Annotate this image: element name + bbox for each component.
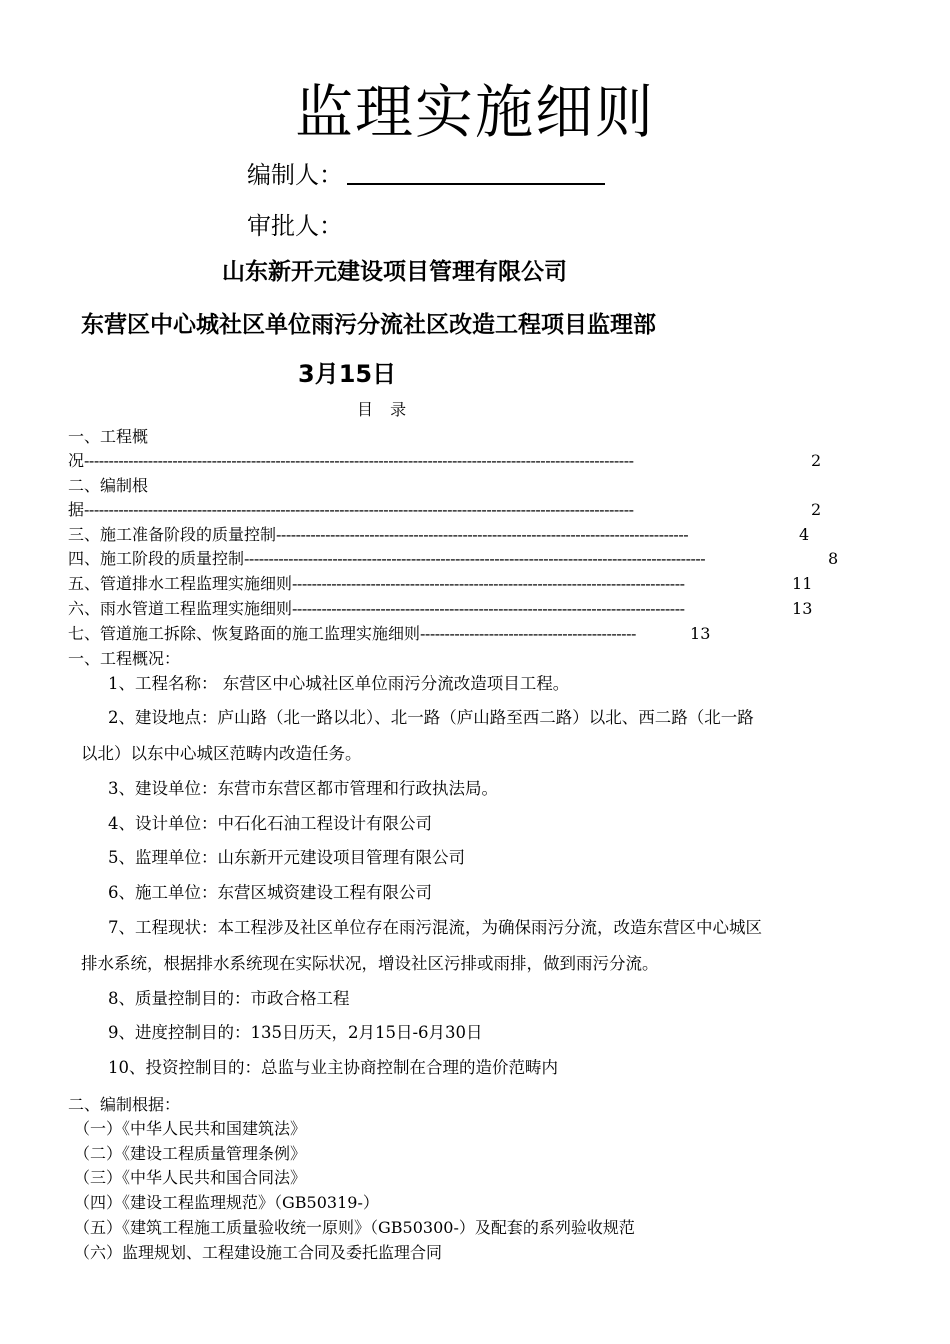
section-2-heading: 二、编制根据： bbox=[68, 1095, 181, 1114]
section-1-item-continuation: 以北）以东中心城区范畴内改造任务。 bbox=[81, 744, 362, 763]
toc-leader: ---------------------------------------------------------------------------------------------------------------- bbox=[84, 451, 634, 470]
section-2-item: （二）《建设工程质量管理条例》 bbox=[74, 1144, 307, 1163]
document-title: 监理实施细则 bbox=[294, 78, 655, 146]
approver-label: 审批人： bbox=[247, 212, 343, 240]
toc-entry-1-line2 bbox=[68, 449, 821, 473]
toc-page-number: 13 bbox=[792, 599, 813, 618]
toc-entry-3 bbox=[68, 523, 809, 547]
toc-entry-label: 五、管道排水工程监理实施细则 bbox=[68, 574, 293, 593]
toc-entry-2-line1: 二、编制根 bbox=[68, 476, 149, 495]
toc-leader: ------------------------------------------------------------------------------------ bbox=[276, 525, 689, 544]
preparer-signature-line bbox=[347, 183, 605, 185]
toc-entry-label: 况 bbox=[68, 451, 85, 470]
toc-leader: -------------------------------------------------------------------------------- bbox=[292, 574, 685, 593]
section-1-item: 5、监理单位：山东新开元建设项目管理有限公司 bbox=[108, 848, 465, 867]
toc-entry-4 bbox=[68, 547, 838, 571]
section-2-item: （六）监理规划、工程建设施工合同及委托监理合同 bbox=[74, 1243, 443, 1262]
section-1-item: 10、投资控制目的：总监与业主协商控制在合理的造价范畴内 bbox=[108, 1058, 558, 1077]
section-1-item: 4、设计单位：中石化石油工程设计有限公司 bbox=[108, 814, 432, 833]
toc-entry-5 bbox=[68, 572, 812, 596]
toc-page-number: 11 bbox=[792, 574, 813, 593]
toc-leader: -------------------------------------------- bbox=[420, 624, 636, 643]
toc-entry-7 bbox=[68, 622, 710, 646]
toc-leader: ---------------------------------------------------------------------------------------------------------------- bbox=[84, 500, 634, 519]
toc-page-number: 4 bbox=[799, 525, 810, 544]
toc-entry-6 bbox=[68, 597, 812, 621]
section-2-item: （一）《中华人民共和国建筑法》 bbox=[74, 1119, 307, 1138]
toc-entry-label: 四、施工阶段的质量控制 bbox=[68, 549, 245, 568]
toc-leader: -------------------------------------------------------------------------------- bbox=[292, 599, 685, 618]
section-1-item: 3、建设单位：东营市东营区都市管理和行政执法局。 bbox=[108, 779, 498, 798]
section-1-heading: 一、工程概况： bbox=[68, 649, 181, 668]
toc-entry-2-line2 bbox=[68, 498, 821, 522]
section-2-item: （四）《建设工程监理规范》（GB50319-） bbox=[74, 1193, 379, 1212]
department-name: 东营区中心城社区单位雨污分流社区改造工程项目监理部 bbox=[81, 312, 656, 338]
toc-page-number: 2 bbox=[811, 500, 822, 519]
toc-page-number: 2 bbox=[811, 451, 822, 470]
preparer-label: 编制人： bbox=[247, 161, 343, 189]
toc-entry-label: 三、施工准备阶段的质量控制 bbox=[68, 525, 277, 544]
toc-page-number: 13 bbox=[690, 624, 711, 643]
section-1-item: 6、施工单位：东营区城资建设工程有限公司 bbox=[108, 883, 432, 902]
section-2-item: （五）《建筑工程施工质量验收统一原则》（GB50300-）及配套的系列验收规范 bbox=[74, 1218, 635, 1237]
toc-leader: ---------------------------------------------------------------------------------------------- bbox=[244, 549, 706, 568]
section-1-item: 7、工程现状：本工程涉及社区单位存在雨污混流，为确保雨污分流，改造东营区中心城区 bbox=[108, 918, 762, 937]
toc-entry-label: 六、雨水管道工程监理实施细则 bbox=[68, 599, 293, 618]
section-1-item-continuation: 排水系统，根据排水系统现在实际状况，增设社区污排或雨排，做到雨污分流。 bbox=[81, 954, 659, 973]
section-1-item: 1、工程名称： 东营区中心城社区单位雨污分流改造项目工程。 bbox=[108, 674, 570, 693]
section-2-item: （三）《中华人民共和国合同法》 bbox=[74, 1168, 307, 1187]
toc-entry-label: 据 bbox=[68, 500, 85, 519]
toc-heading: 目 录 bbox=[357, 400, 413, 419]
company-name: 山东新开元建设项目管理有限公司 bbox=[222, 259, 567, 285]
section-1-item: 9、进度控制目的：135日历天，2月15日-6月30日 bbox=[108, 1023, 483, 1042]
toc-page-number: 8 bbox=[828, 549, 839, 568]
section-1-item: 8、质量控制目的：市政合格工程 bbox=[108, 989, 350, 1008]
toc-entry-label: 七、管道施工拆除、恢复路面的施工监理实施细则 bbox=[68, 624, 421, 643]
section-1-item: 2、建设地点：庐山路（北一路以北）、北一路（庐山路至西二路）以北、西二路（北一路 bbox=[108, 708, 754, 727]
toc-entry-1-line1: 一、工程概 bbox=[68, 427, 149, 446]
document-date: 3月15日 bbox=[298, 360, 397, 388]
